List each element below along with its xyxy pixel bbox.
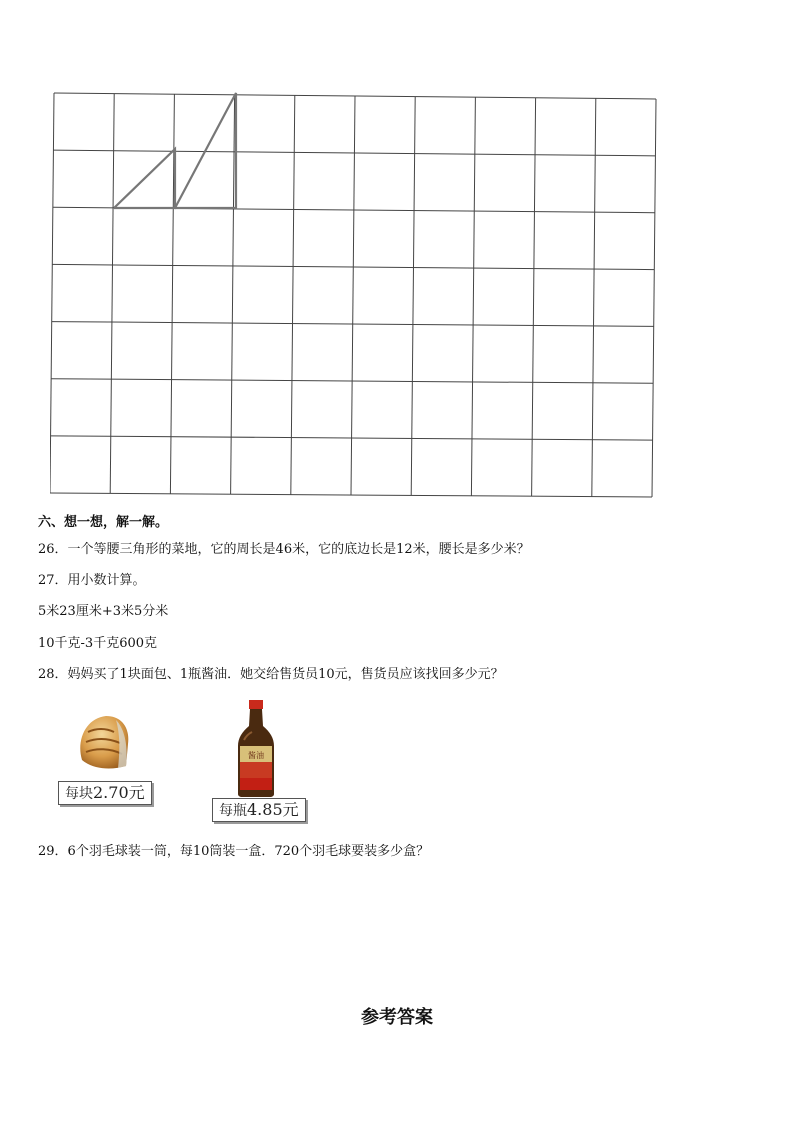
bread-price-tag <box>58 781 152 805</box>
grid-vertical-line <box>110 94 114 494</box>
square-grid <box>50 91 658 499</box>
grid-vertical-line <box>592 98 596 496</box>
question-29: 29．6个羽毛球装一筒，每10筒装一盒．720个羽毛球要装多少盒？ <box>38 844 430 859</box>
grid-svg <box>50 91 658 499</box>
question-27-expression-2: 10千克-3千克600克 <box>38 636 158 651</box>
bread-unit: 每块 <box>65 786 93 802</box>
grid-vertical-line <box>231 95 235 494</box>
bottle-label: 酱油 <box>248 751 264 760</box>
grid-lines <box>50 93 656 497</box>
soy-sauce-unit: 每瓶 <box>219 803 247 819</box>
question-27: 27．用小数计算。 <box>38 573 146 588</box>
grid-vertical-line <box>411 97 415 496</box>
bread-price: 2.70元 <box>93 783 145 802</box>
soy-sauce-bottle-image <box>234 700 278 798</box>
grid-vertical-line <box>652 99 656 497</box>
grid-vertical-line <box>50 93 54 493</box>
question-26: 26．一个等腰三角形的菜地，它的周长是46米，它的底边长是12米，腰长是多少米？ <box>38 542 530 557</box>
large-triangle <box>175 93 236 208</box>
question-27-expression-1: 5米23厘米+3米5分米 <box>38 604 169 619</box>
soy-sauce-price-tag <box>212 798 306 822</box>
soy-sauce-price: 4.85元 <box>247 800 299 819</box>
section-title: 六、想一想，解一解。 <box>38 515 169 530</box>
question-28: 28．妈妈买了1块面包、1瓶酱油．她交给售货员10元，售货员应该找回多少元？ <box>38 667 504 682</box>
small-triangle <box>114 149 175 208</box>
grid-vertical-line <box>532 98 536 496</box>
grid-vertical-line <box>351 96 355 495</box>
grid-vertical-line <box>291 95 295 494</box>
answer-heading: 参考答案 <box>361 1007 433 1028</box>
bread-image <box>72 710 134 772</box>
grid-vertical-line <box>471 97 475 496</box>
